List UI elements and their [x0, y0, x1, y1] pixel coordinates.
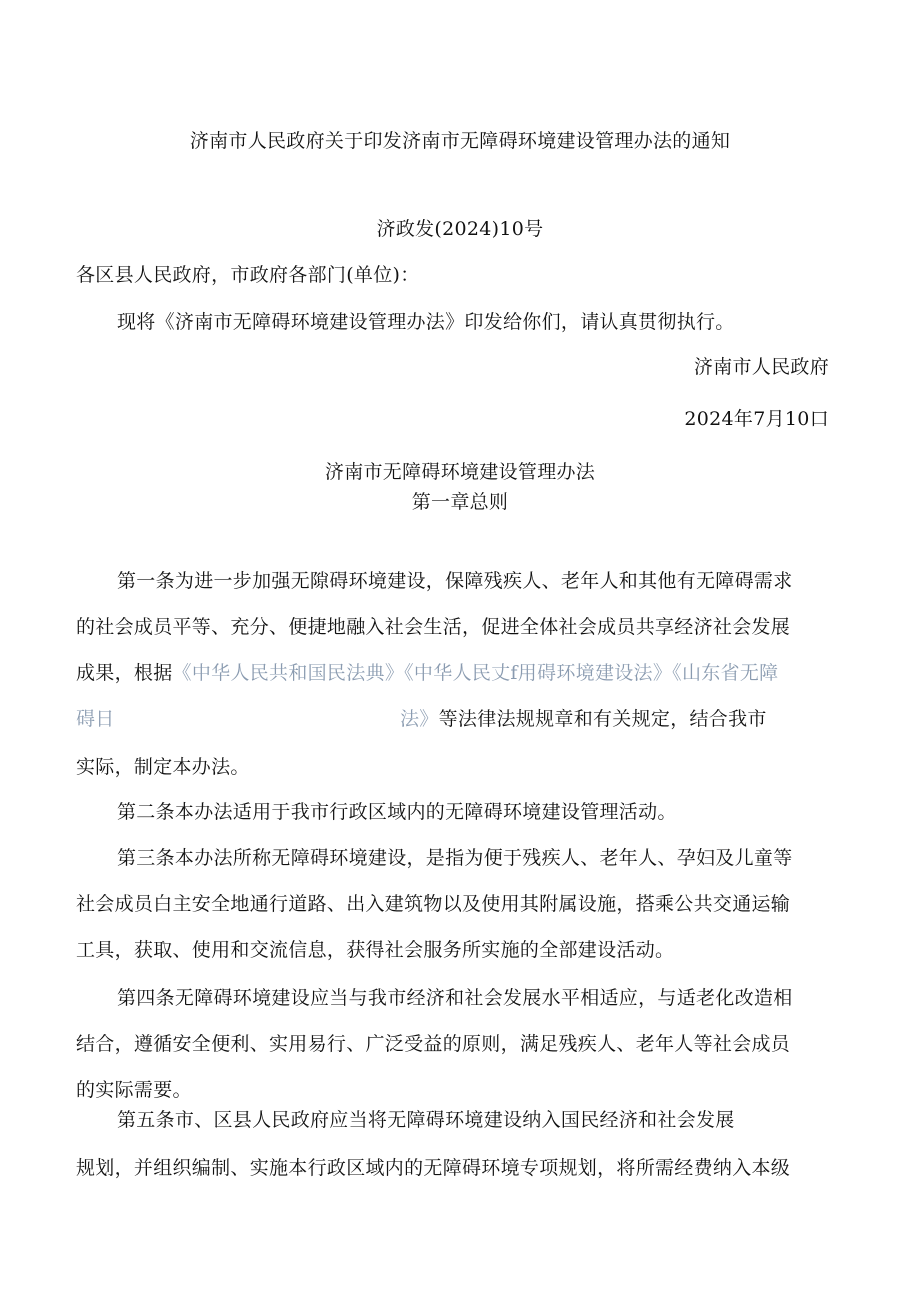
article-5-line-2: 规划，并组织编制、实施本行政区域内的无障碍环境专项规划，将所需经费纳入本级 — [76, 1157, 791, 1179]
article-3-line-2: 社会成员白主安全地通行道路、出入建筑物以及使用其附属设施，搭乘公共交通运输 — [76, 893, 791, 915]
article-4-line-3: 的实际需要。 — [76, 1079, 192, 1101]
law-reference-tail[interactable]: 法》 — [400, 708, 439, 730]
chapter-heading: 第一章总则 — [411, 491, 509, 513]
article-5-line-1: 第五条市、区县人民政府应当将无障碍环境建设纳入国民经济和社会发展 — [117, 1109, 735, 1131]
article-4-line-2: 结合，遵循安全便利、实用易行、广泛受益的原则，满足残疾人、老年人等社会成员 — [76, 1033, 791, 1055]
article-1-line-4a: 碍日 — [76, 708, 115, 730]
article-1-line-5: 实际，制定本办法。 — [76, 756, 250, 778]
article-1-line-4-rest: 等法律法规规章和有关规定，结合我市 — [438, 708, 767, 730]
article-1-line-3 — [76, 661, 778, 685]
article-4-line-1: 第四条无障碍环境建设应当与我市经济和社会发展水平相适应，与适老化改造相 — [117, 987, 793, 1009]
article-1-line-4b — [400, 707, 767, 731]
issuer: 济南市人民政府 — [693, 356, 829, 378]
article-1-line-2: 的社会成员平等、充分、便捷地融入社会生活，促进全体社会成员共享经济社会发展 — [76, 616, 791, 638]
document-number: 济政发(2024)10号 — [376, 218, 544, 240]
law-references-link[interactable]: 《中华人民共和国民法典》《中华人民丈f用碍环境建设法》《山东省无障 — [172, 662, 779, 684]
notice-title: 济南市人民政府关于印发济南市无障碍环境建设管理办法的通知 — [189, 130, 731, 152]
issue-date: 2024年7月10口 — [684, 408, 829, 430]
regulation-title: 济南市无障碍环境建设管理办法 — [324, 461, 596, 483]
article-2: 第二条本办法适用于我市行政区域内的无障碍环境建设管理活动。 — [117, 801, 677, 823]
notice-body: 现将《济南市无障碍环境建设管理办法》印发给你们，请认真贯彻执行。 — [117, 311, 735, 333]
article-1-text: 成果，根据 — [76, 662, 173, 684]
article-1-line-1: 第一条为进一步加强无隙碍环境建设，保障残疾人、老年人和其他有无障碍需求 — [117, 570, 793, 592]
article-3-line-1: 第三条本办法所称无障碍环境建设，是指为便于残疾人、老年人、孕妇及儿童等 — [117, 847, 793, 869]
addressee: 各区县人民政府，市政府各部门(单位)： — [76, 264, 420, 286]
article-3-line-3: 工具，获取、使用和交流信息，获得社会服务所实施的全部建设活动。 — [76, 939, 675, 961]
